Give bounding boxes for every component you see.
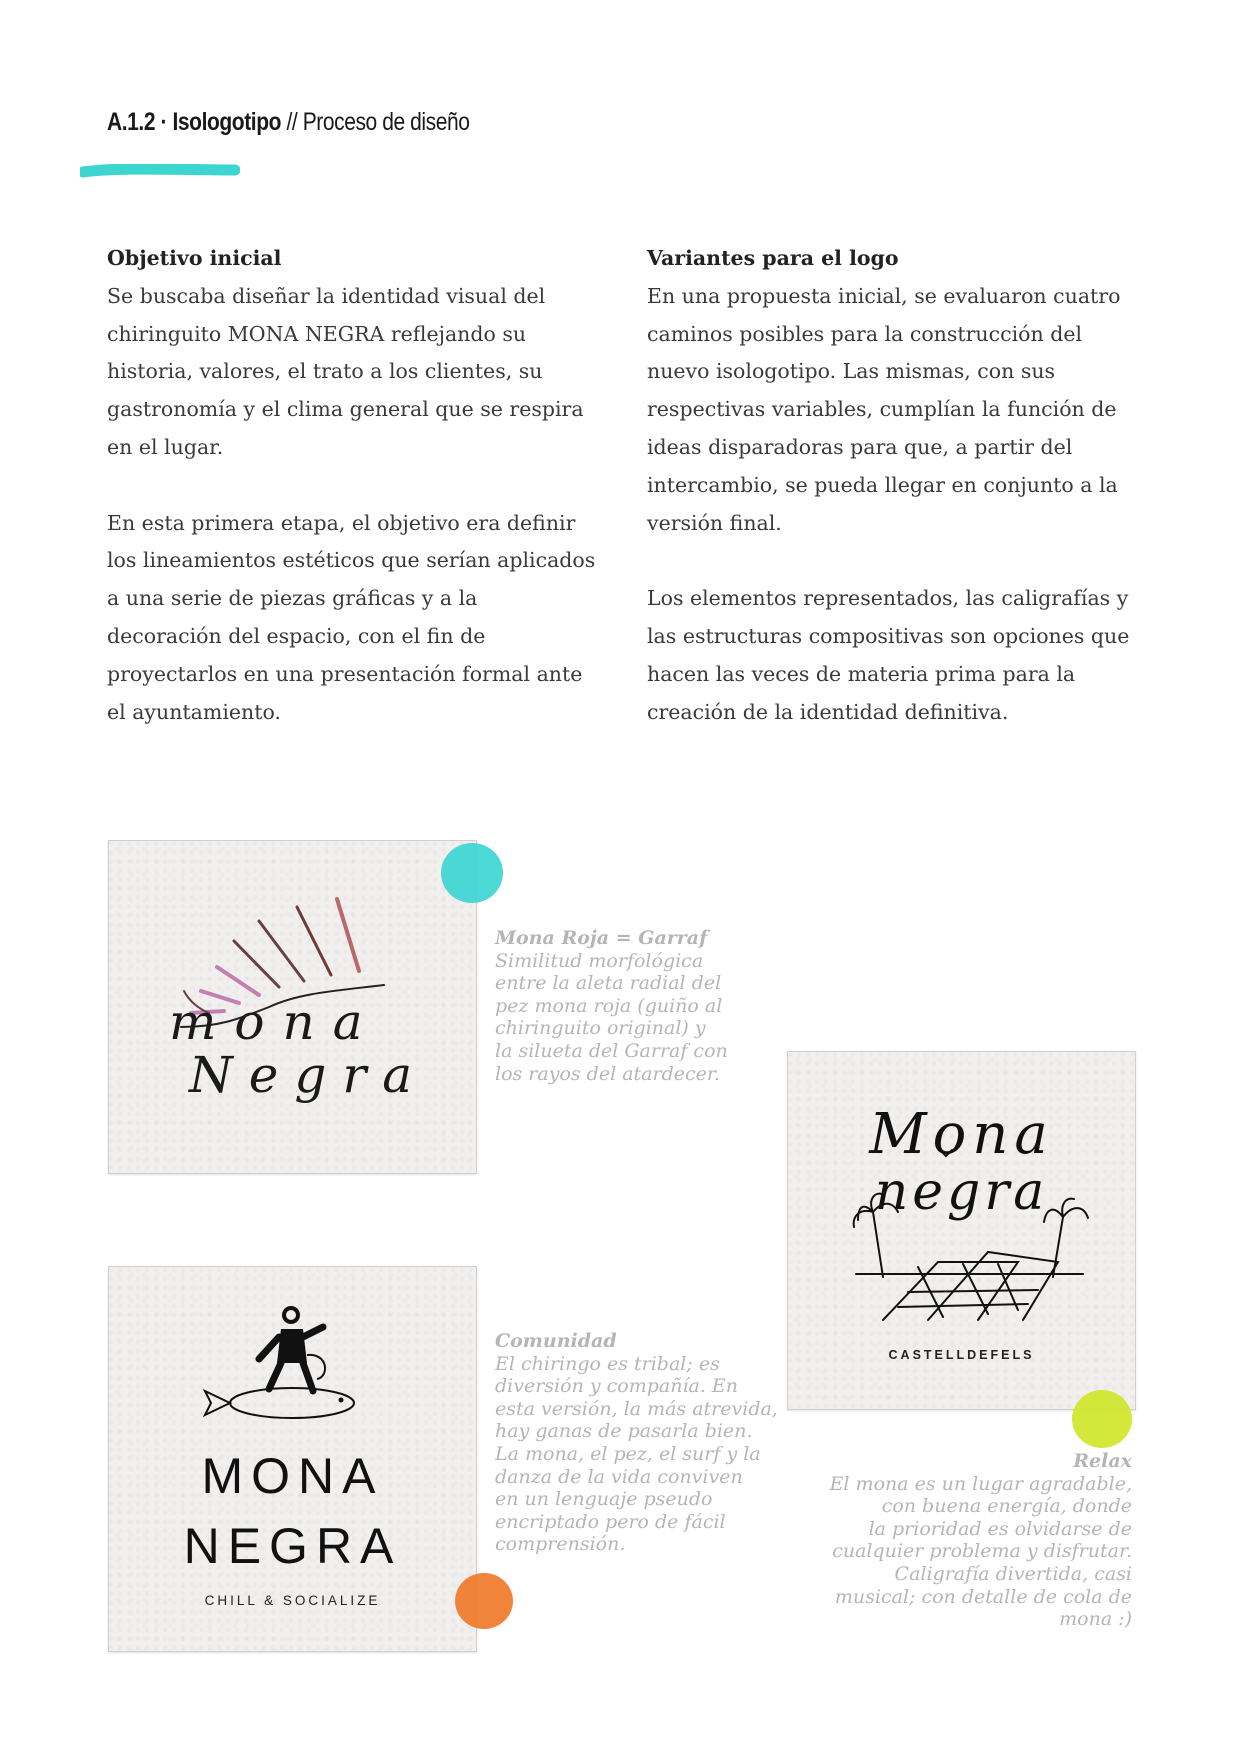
relax-script-line-2: negra (874, 1162, 1049, 1222)
objective-paragraph-2: En esta primera etapa, el objetivo era definir los lineamientos estéticos que serían aplicados a una serie de piezas gráficas y a la decoración del espacio, con el fin de proyectarlos en una presentación formal ante el ayuntamiento. (107, 510, 596, 724)
page-header (107, 108, 469, 137)
logo-card-comunidad (108, 1266, 477, 1652)
logo-card-garraf (108, 840, 477, 1174)
caption-comunidad-title: Comunidad (495, 1330, 617, 1352)
variants-paragraph-2: Los elementos representados, las caligrafías y las estructuras compositivas son opciones que hacen las veces de materia prima para la creación de la identidad definitiva. (647, 586, 1130, 724)
section-subtitle: // Proceso de diseño (286, 108, 470, 136)
garraf-script-line-2: Negra (189, 1046, 429, 1104)
caption-garraf-title: Mona Roja = Garraf (495, 927, 708, 949)
section-code: A.1.2 · Isologotipo (107, 108, 282, 136)
garraf-script-line-1: mona (169, 993, 381, 1051)
caption-garraf (495, 927, 728, 1085)
objective-column (107, 240, 597, 769)
relax-script-line-1: Mona (869, 1102, 1054, 1167)
variants-paragraph-1: En una propuesta inicial, se evaluaron cuatro caminos posibles para la construcción del nuevo isologotipo. Las mismas, con sus respectivas variables, cumplían la función de ideas disparadoras para que, a partir del intercambio, se pueda llegar en conjunto a la versión final. (647, 283, 1121, 535)
objective-paragraph-1: Se buscaba diseñar la identidad visual del chiringuito MONA NEGRA reflejando su historia, valores, el trato a los clientes, su gastronomía y el clima general que se respira en el lugar. (107, 283, 584, 459)
objective-heading: Objetivo inicial (107, 246, 282, 270)
variants-column (647, 240, 1147, 769)
caption-comunidad-body: El chiringo es tribal; es diversión y compañía. En esta versión, la más atrevida, hay ganas de pasarla bien. La mona, el pez, el surf y la danza de la vida conviven en un lenguaje pseudo encriptado pero de fácil comprensión. (495, 1352, 778, 1556)
turquoise-paint-dot (441, 843, 503, 903)
lime-paint-dot (1072, 1390, 1132, 1448)
caption-comunidad (495, 1330, 778, 1556)
comunidad-word-1: MONA (201, 1448, 384, 1504)
caption-relax (790, 1450, 1132, 1631)
turquoise-brush-stroke (80, 164, 240, 178)
logo-card-relax (787, 1051, 1136, 1410)
comunidad-word-2: NEGRA (183, 1518, 402, 1574)
caption-relax-body: El mona es un lugar agradable, con buena energía, donde la prioridad es olvidarse de cualquier problema y disfrutar. Caligrafía divertida, casi musical; con detalle de cola de mona :) (829, 1472, 1132, 1631)
relax-tagline: CASTELLDEFELS (888, 1348, 1035, 1362)
caption-relax-title: Relax (1073, 1450, 1132, 1472)
comunidad-tagline: CHILL & SOCIALIZE (204, 1593, 381, 1608)
caption-garraf-body: Similitud morfológica entre la aleta radial del pez mona roja (guiño al chiringuito original) y la silueta del Garraf con los rayos del atardecer. (495, 949, 728, 1085)
variants-heading: Variantes para el logo (647, 246, 899, 270)
orange-paint-dot (455, 1573, 513, 1629)
